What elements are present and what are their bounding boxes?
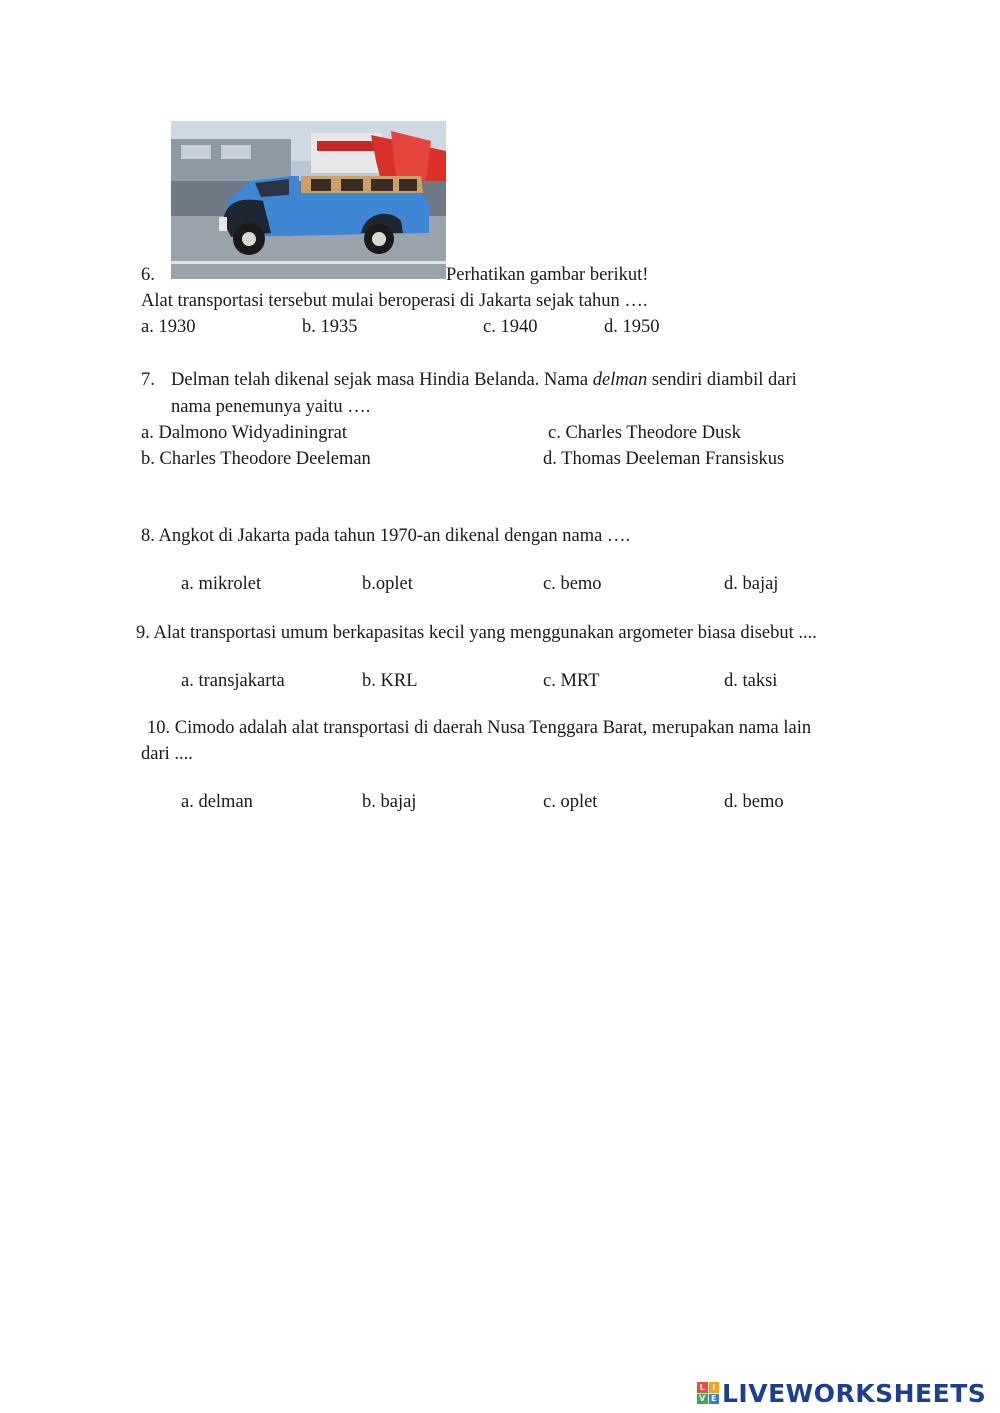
question-10-text-line2: dari .... xyxy=(141,744,193,764)
logo-mark-i: I xyxy=(709,1382,720,1393)
question-8-option-d[interactable]: d. bajaj xyxy=(724,574,779,594)
question-10-option-d[interactable]: d. bemo xyxy=(724,792,784,812)
question-10-option-b[interactable]: b. bajaj xyxy=(362,792,417,812)
question-9-text: 9. Alat transportasi umum berkapasitas kecil yang menggunakan argometer biasa disebut .... xyxy=(136,623,817,643)
question-9-option-a[interactable]: a. transjakarta xyxy=(181,671,285,691)
question-6-option-b[interactable]: b. 1935 xyxy=(302,317,358,337)
oplet-car-image xyxy=(171,121,446,279)
question-8-option-b[interactable]: b.oplet xyxy=(362,574,413,594)
logo-mark-v: V xyxy=(697,1394,708,1405)
question-10-option-a[interactable]: a. delman xyxy=(181,792,253,812)
liveworksheets-mark-icon xyxy=(697,1382,719,1404)
question-6-option-d[interactable]: d. 1950 xyxy=(604,317,660,337)
question-8-option-c[interactable]: c. bemo xyxy=(543,574,602,594)
question-8-option-a[interactable]: a. mikrolet xyxy=(181,574,262,594)
question-7-option-a[interactable]: a. Dalmono Widyadiningrat xyxy=(141,423,347,443)
question-6-text: Alat transportasi tersebut mulai beroperasi di Jakarta sejak tahun …. xyxy=(141,291,648,311)
question-6-photo xyxy=(171,121,446,279)
logo-mark-e: E xyxy=(709,1394,720,1405)
question-8-text: 8. Angkot di Jakarta pada tahun 1970-an dikenal dengan nama …. xyxy=(141,526,631,546)
question-7-option-d[interactable]: d. Thomas Deeleman Fransiskus xyxy=(543,449,785,469)
liveworksheets-wordmark: LIVEWORKSHEETS xyxy=(722,1378,987,1408)
question-7-number: 7. xyxy=(141,370,155,390)
question-10-text-line1: 10. Cimodo adalah alat transportasi di daerah Nusa Tenggara Barat, merupakan nama lain xyxy=(147,718,812,738)
liveworksheets-logo[interactable] xyxy=(697,1378,986,1408)
question-6-option-c[interactable]: c. 1940 xyxy=(483,317,538,337)
question-6-option-a[interactable]: a. 1930 xyxy=(141,317,196,337)
question-7-text-line2: nama penemunya yaitu …. xyxy=(171,397,371,417)
logo-mark-l: L xyxy=(697,1382,708,1393)
question-10-option-c[interactable]: c. oplet xyxy=(543,792,598,812)
question-7-text-line1: Delman telah dikenal sejak masa Hindia Belanda. Nama delman sendiri diambil dari xyxy=(171,370,797,390)
question-6-instruction: Perhatikan gambar berikut! xyxy=(446,265,649,285)
question-7-option-c[interactable]: c. Charles Theodore Dusk xyxy=(548,423,741,443)
question-7-italic-term: delman xyxy=(592,370,648,390)
question-9-option-d[interactable]: d. taksi xyxy=(724,671,778,691)
question-7-option-b[interactable]: b. Charles Theodore Deeleman xyxy=(141,449,371,469)
question-9-option-b[interactable]: b. KRL xyxy=(362,671,418,691)
question-9-option-c[interactable]: c. MRT xyxy=(543,671,600,691)
question-6-number: 6. xyxy=(141,265,155,285)
